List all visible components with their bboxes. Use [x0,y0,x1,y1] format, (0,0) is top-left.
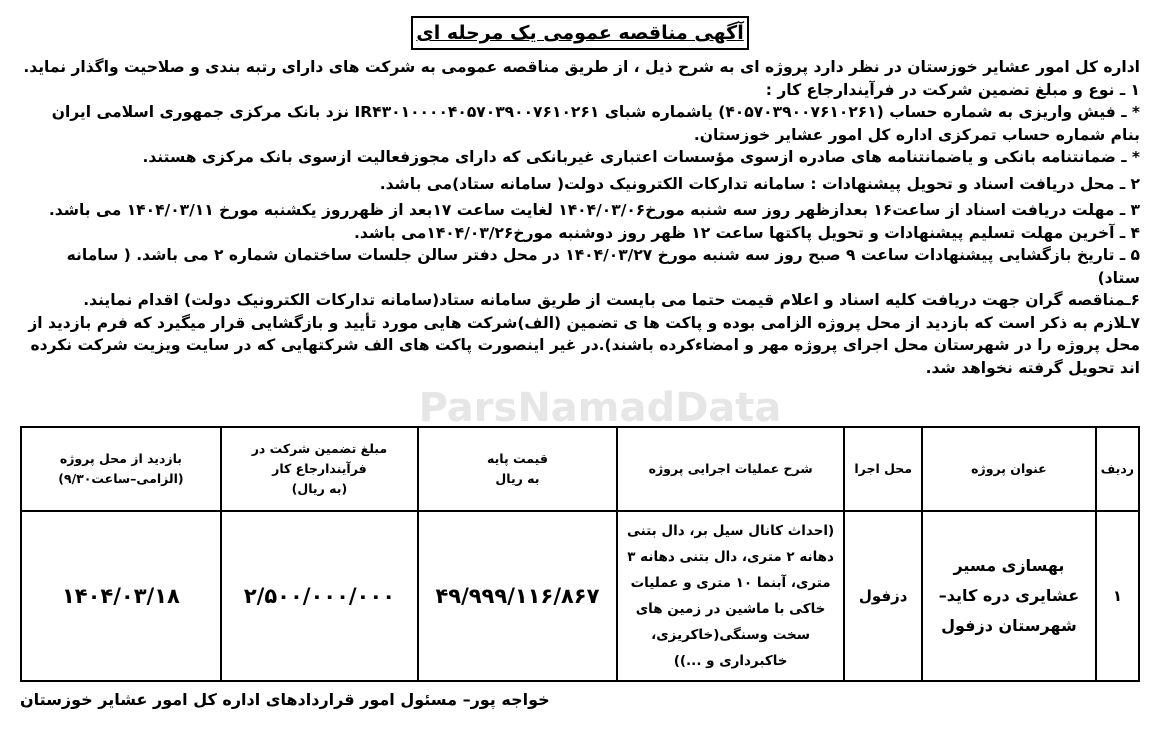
item-5: ۵ ـ تاریخ بازگشایی پیشنهادات ساعت ۹ صبح روز سه شنبه مورخ ۱۴۰۴/۰۳/۲۷ در محل دفتر سالن جلسات ساختمان شماره ۲ می باشد. ( سامانه ستاد) [66,246,1140,287]
header-index: ردیف [1096,427,1139,511]
header-guarantee [221,427,418,511]
bullet-1-line-2: بنام شماره حساب تمرکزی اداره کل امور عشایر خوزستان. [693,125,1140,144]
row-price: ۴۹/۹۹۹/۱۱۶/۸۶۷ [418,511,617,681]
notice-body [20,56,1140,379]
notice-title: آگهی مناقصه عمومی یک مرحله ای [411,16,749,50]
header-guarantee-line-2: فرآیندارجاع کار [272,461,367,476]
row-title: بهسازی مسیر عشایری دره کاید– شهرستان دزفول [922,511,1096,681]
table-row [21,511,1139,681]
project-table [20,426,1140,682]
item-7: ۷ـلازم به ذکر است که بازدید از محل پروژه الزامی بوده و پاکت ها ی تضمین (الف)شرکت هایی مورد تأیید و بازگشایی قرار میگیرد که فرم بازدید از محل پروژه را در شهرستان محل اجرای پروژه مهر و امضاءکرده باشند).در غیر اینصورت پاکت های الف شرکتهایی که در سایت ویزیت شرکت نکرده اند تحویل گرفته نخواهد شد. [28,313,1140,377]
header-location: محل اجرا [844,427,922,511]
footer-signature: خواجه پور– مسئول امور قراردادهای اداره کل امور عشایر خوزستان [20,690,550,709]
bullet-2: * ـ ضمانتنامه بانکی و یاضمانتنامه های صادره ازسوی مؤسسات اعتباری غیربانکی که دارای مجوزفعالیت ازسوی بانک مرکزی هستند. [142,148,1140,166]
row-location: دزفول [844,511,922,681]
row-index: ۱ [1096,511,1139,681]
header-description: شرح عملیات اجرایی پروژه [617,427,844,511]
item-4: ۴ ـ آخرین مهلت تسلیم پیشنهادات و تحویل پاکتها ساعت ۱۲ ظهر روز دوشنبه مورخ۱۴۰۴/۰۳/۲۶می باشد. [353,223,1140,242]
row-visit: ۱۴۰۴/۰۳/۱۸ [21,511,221,681]
header-guarantee-line-1: مبلغ تضمین شرکت در [251,441,388,456]
header-guarantee-line-3: (به ریال) [291,481,348,496]
header-price [418,427,617,511]
bullet-1-line-1: * ـ فیش واریزی به شماره حساب (۴۰۵۷۰۳۹۰۰۷۶۱۰۲۶۱) یاشماره شبای IR۴۳۰۱۰۰۰۰۴۰۵۷۰۳۹۰۰۷۶۱۰۲۶۱ نزد بانک مرکزی جمهوری اسلامی ایران [51,103,1140,121]
header-price-line-2: به ریال [495,471,540,486]
watermark-text: ParsNamadData [418,385,782,431]
item-3: ۳ ـ مهلت دریافت اسناد از ساعت۱۶ بعدازظهر روز سه شنبه مورخ۱۴۰۴/۰۳/۰۶ لغایت ساعت ۱۷بعد از ظهرروز یکشنبه مورخ ۱۴۰۴/۰۳/۱۱ می باشد. [48,201,1140,219]
item-1: ۱ ـ نوع و مبلغ تضمین شرکت در فرآیندارجاع کار : [765,80,1140,99]
item-6: ۶ـمناقصه گران جهت دریافت کلیه اسناد و اعلام قیمت حتما می بایست از طریق سامانه ستاد(سامانه تدارکات الکترونیک دولت) اقدام نمایند. [83,291,1140,309]
header-title: عنوان پروژه [922,427,1096,511]
header-price-line-1: قیمت پایه [486,451,548,466]
intro-paragraph: اداره کل امور عشایر خوزستان در نظر دارد پروژه ای به شرح ذیل ، از طریق مناقصه عمومی به شرکت های دارای رتبه بندی و صلاحیت واگذار نماید. [23,58,1140,76]
table-header-row [21,427,1139,511]
row-guarantee: ۲/۵۰۰/۰۰۰/۰۰۰ [221,511,418,681]
header-visit [21,427,221,511]
row-description: (احداث کانال سیل بر، دال بتنی دهانه ۲ متری، دال بتنی دهانه ۳ متری، آبنما ۱۰ متری و عملیات خاکی با ماشین در زمین های سخت وسنگی(خاکریزی، خاکبرداری و ...)) [617,511,844,681]
header-visit-line-2: (الزامی–ساعت۹/۳۰) [58,471,184,486]
header-visit-line-1: بازدید از محل پروژه [59,451,182,466]
item-2: ۲ ـ محل دریافت اسناد و تحویل پیشنهادات : سامانه تدارکات الکترونیک دولت( سامانه ستاد)می باشد. [379,174,1140,193]
